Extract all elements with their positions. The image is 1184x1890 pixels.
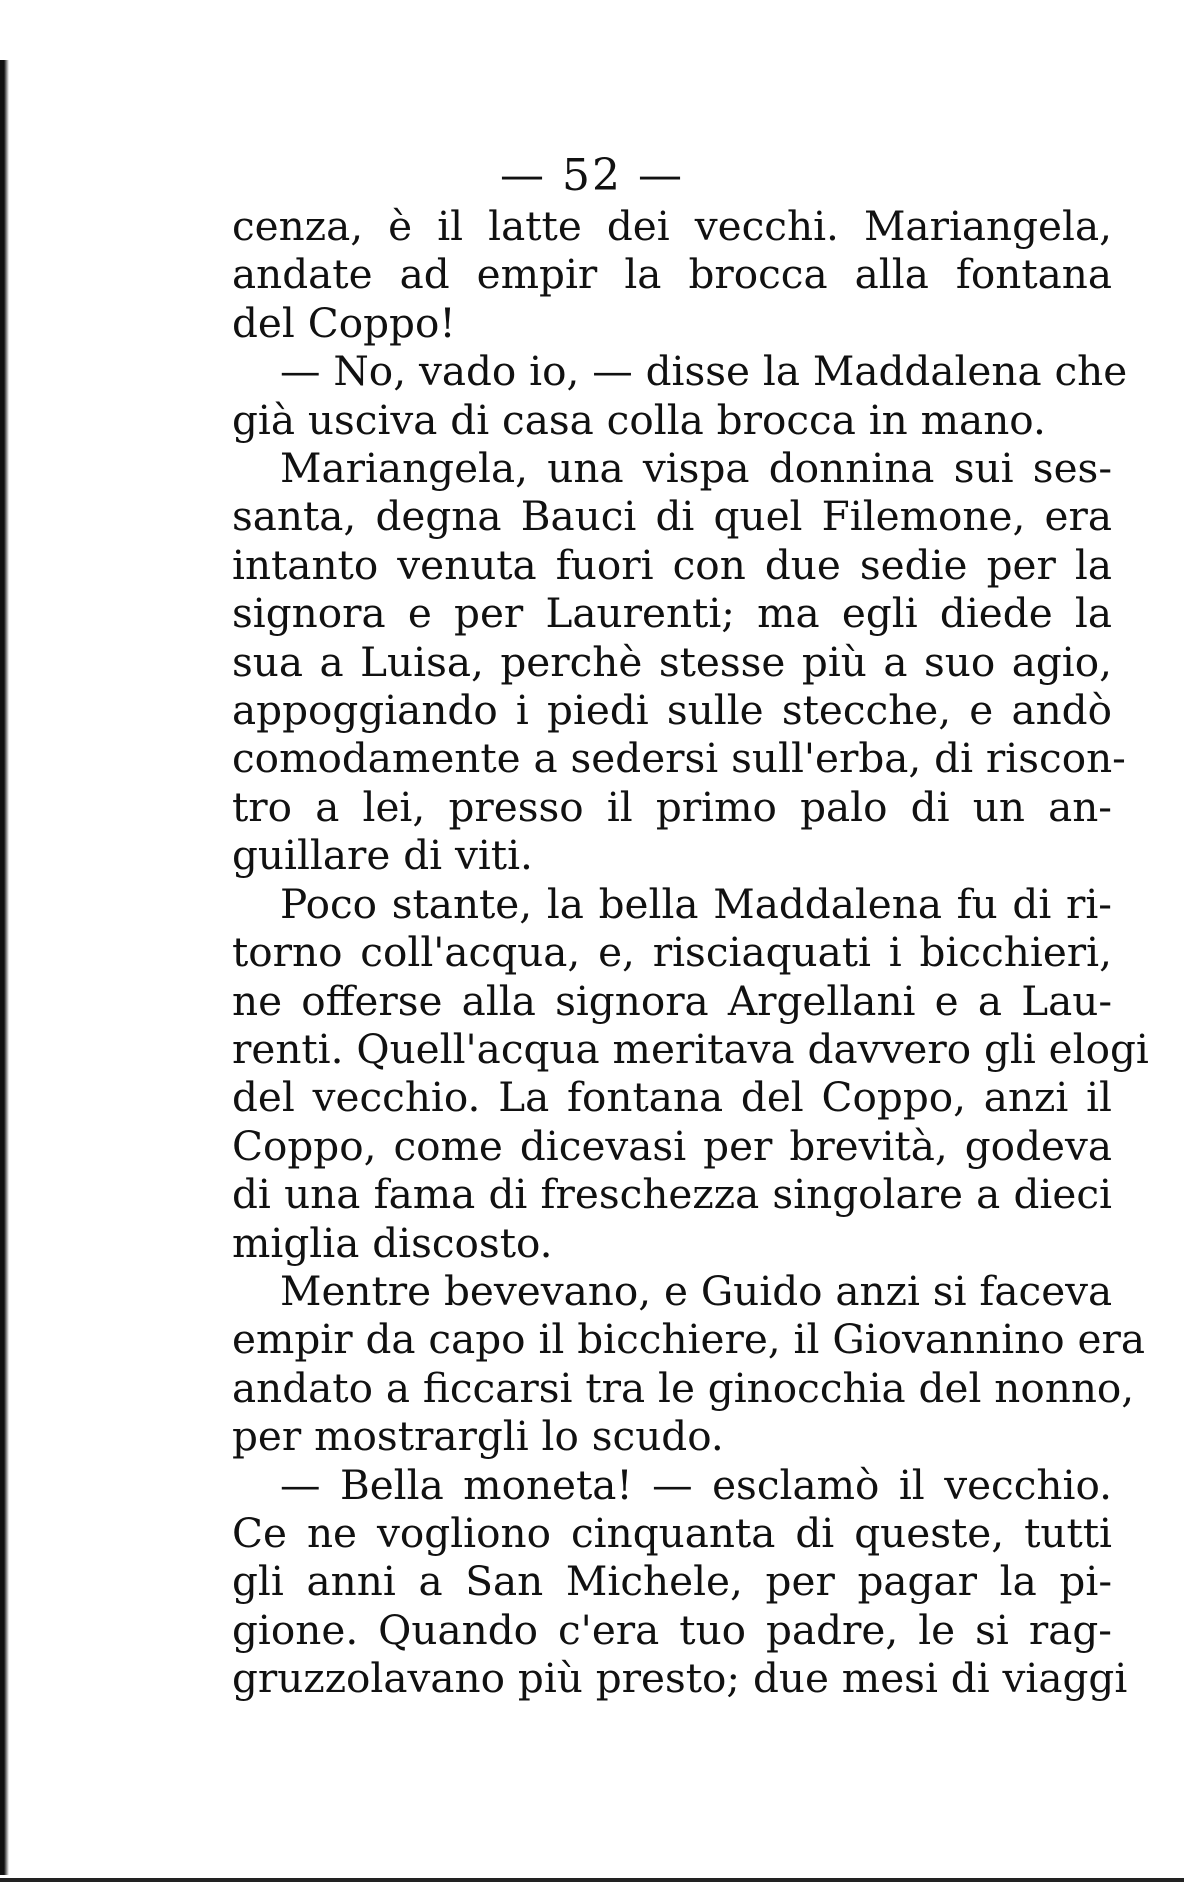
paragraph xyxy=(232,879,1149,1267)
text-line: torno coll'acqua, e, risciaquati i bicchieri, xyxy=(232,928,1112,977)
paragraph xyxy=(232,347,1128,444)
text-line: appoggiando i piedi sulle stecche, e andò xyxy=(232,686,1112,735)
text-line: del vecchio. La fontana del Coppo, anzi il xyxy=(232,1073,1112,1122)
text-line: renti. Quell'acqua meritava davvero gli elogi xyxy=(232,1024,1149,1073)
paragraph xyxy=(232,1460,1128,1703)
text-line: — Bella moneta! — esclamò il vecchio. xyxy=(280,1460,1112,1509)
text-line: sua a Luisa, perchè stesse più a suo agio, xyxy=(232,637,1112,686)
text-line: — No, vado io, — disse la Maddalena che xyxy=(280,347,1128,396)
text-line: gruzzolavano più presto; due mesi di viaggi xyxy=(232,1654,1128,1703)
text-line: gione. Quando c'era tuo padre, le si rag- xyxy=(232,1605,1112,1654)
text-line: guillare di viti. xyxy=(232,831,533,880)
text-line: santa, degna Bauci di quel Filemone, era xyxy=(232,492,1112,541)
text-line: Ce ne vogliono cinquanta di queste, tutti xyxy=(232,1508,1112,1557)
paragraph xyxy=(232,202,1112,347)
page-number: — 52 — xyxy=(500,150,684,201)
paragraph xyxy=(232,444,1126,880)
text-line: empir da capo il bicchiere, il Giovannino era xyxy=(232,1315,1145,1364)
text-line: di una fama di freschezza singolare a dieci xyxy=(232,1170,1112,1219)
text-line: Coppo, come dicevasi per brevità, godeva xyxy=(232,1121,1112,1170)
text-line: Mariangela, una vispa donnina sui ses- xyxy=(280,444,1112,493)
scan-edge-bottom xyxy=(0,1878,1184,1882)
text-line: gli anni a San Michele, per pagar la pi- xyxy=(232,1557,1112,1606)
paragraph xyxy=(232,1266,1145,1461)
text-line: ne offerse alla signora Argellani e a Lau- xyxy=(232,976,1112,1025)
text-line: del Coppo! xyxy=(232,298,456,347)
scan-edge-left xyxy=(0,60,10,1875)
text-line: miglia discosto. xyxy=(232,1218,553,1267)
body-text xyxy=(232,202,1149,1703)
text-line: signora e per Laurenti; ma egli diede la xyxy=(232,589,1112,638)
text-line: tro a lei, presso il primo palo di un an- xyxy=(232,782,1112,831)
text-line: comodamente a sedersi sull'erba, di riscon- xyxy=(232,734,1126,783)
text-line: andate ad empir la brocca alla fontana xyxy=(232,250,1112,299)
text-line: per mostrargli lo scudo. xyxy=(232,1412,724,1461)
text-line: andato a ficcarsi tra le ginocchia del nonno, xyxy=(232,1363,1135,1412)
text-line: intanto venuta fuori con due sedie per la xyxy=(232,540,1112,589)
text-line: Poco stante, la bella Maddalena fu di ri- xyxy=(280,879,1112,928)
text-line: già usciva di casa colla brocca in mano. xyxy=(232,395,1046,444)
text-line: cenza, è il latte dei vecchi. Mariangela, xyxy=(232,202,1112,250)
text-line: Mentre bevevano, e Guido anzi si faceva xyxy=(280,1266,1113,1315)
